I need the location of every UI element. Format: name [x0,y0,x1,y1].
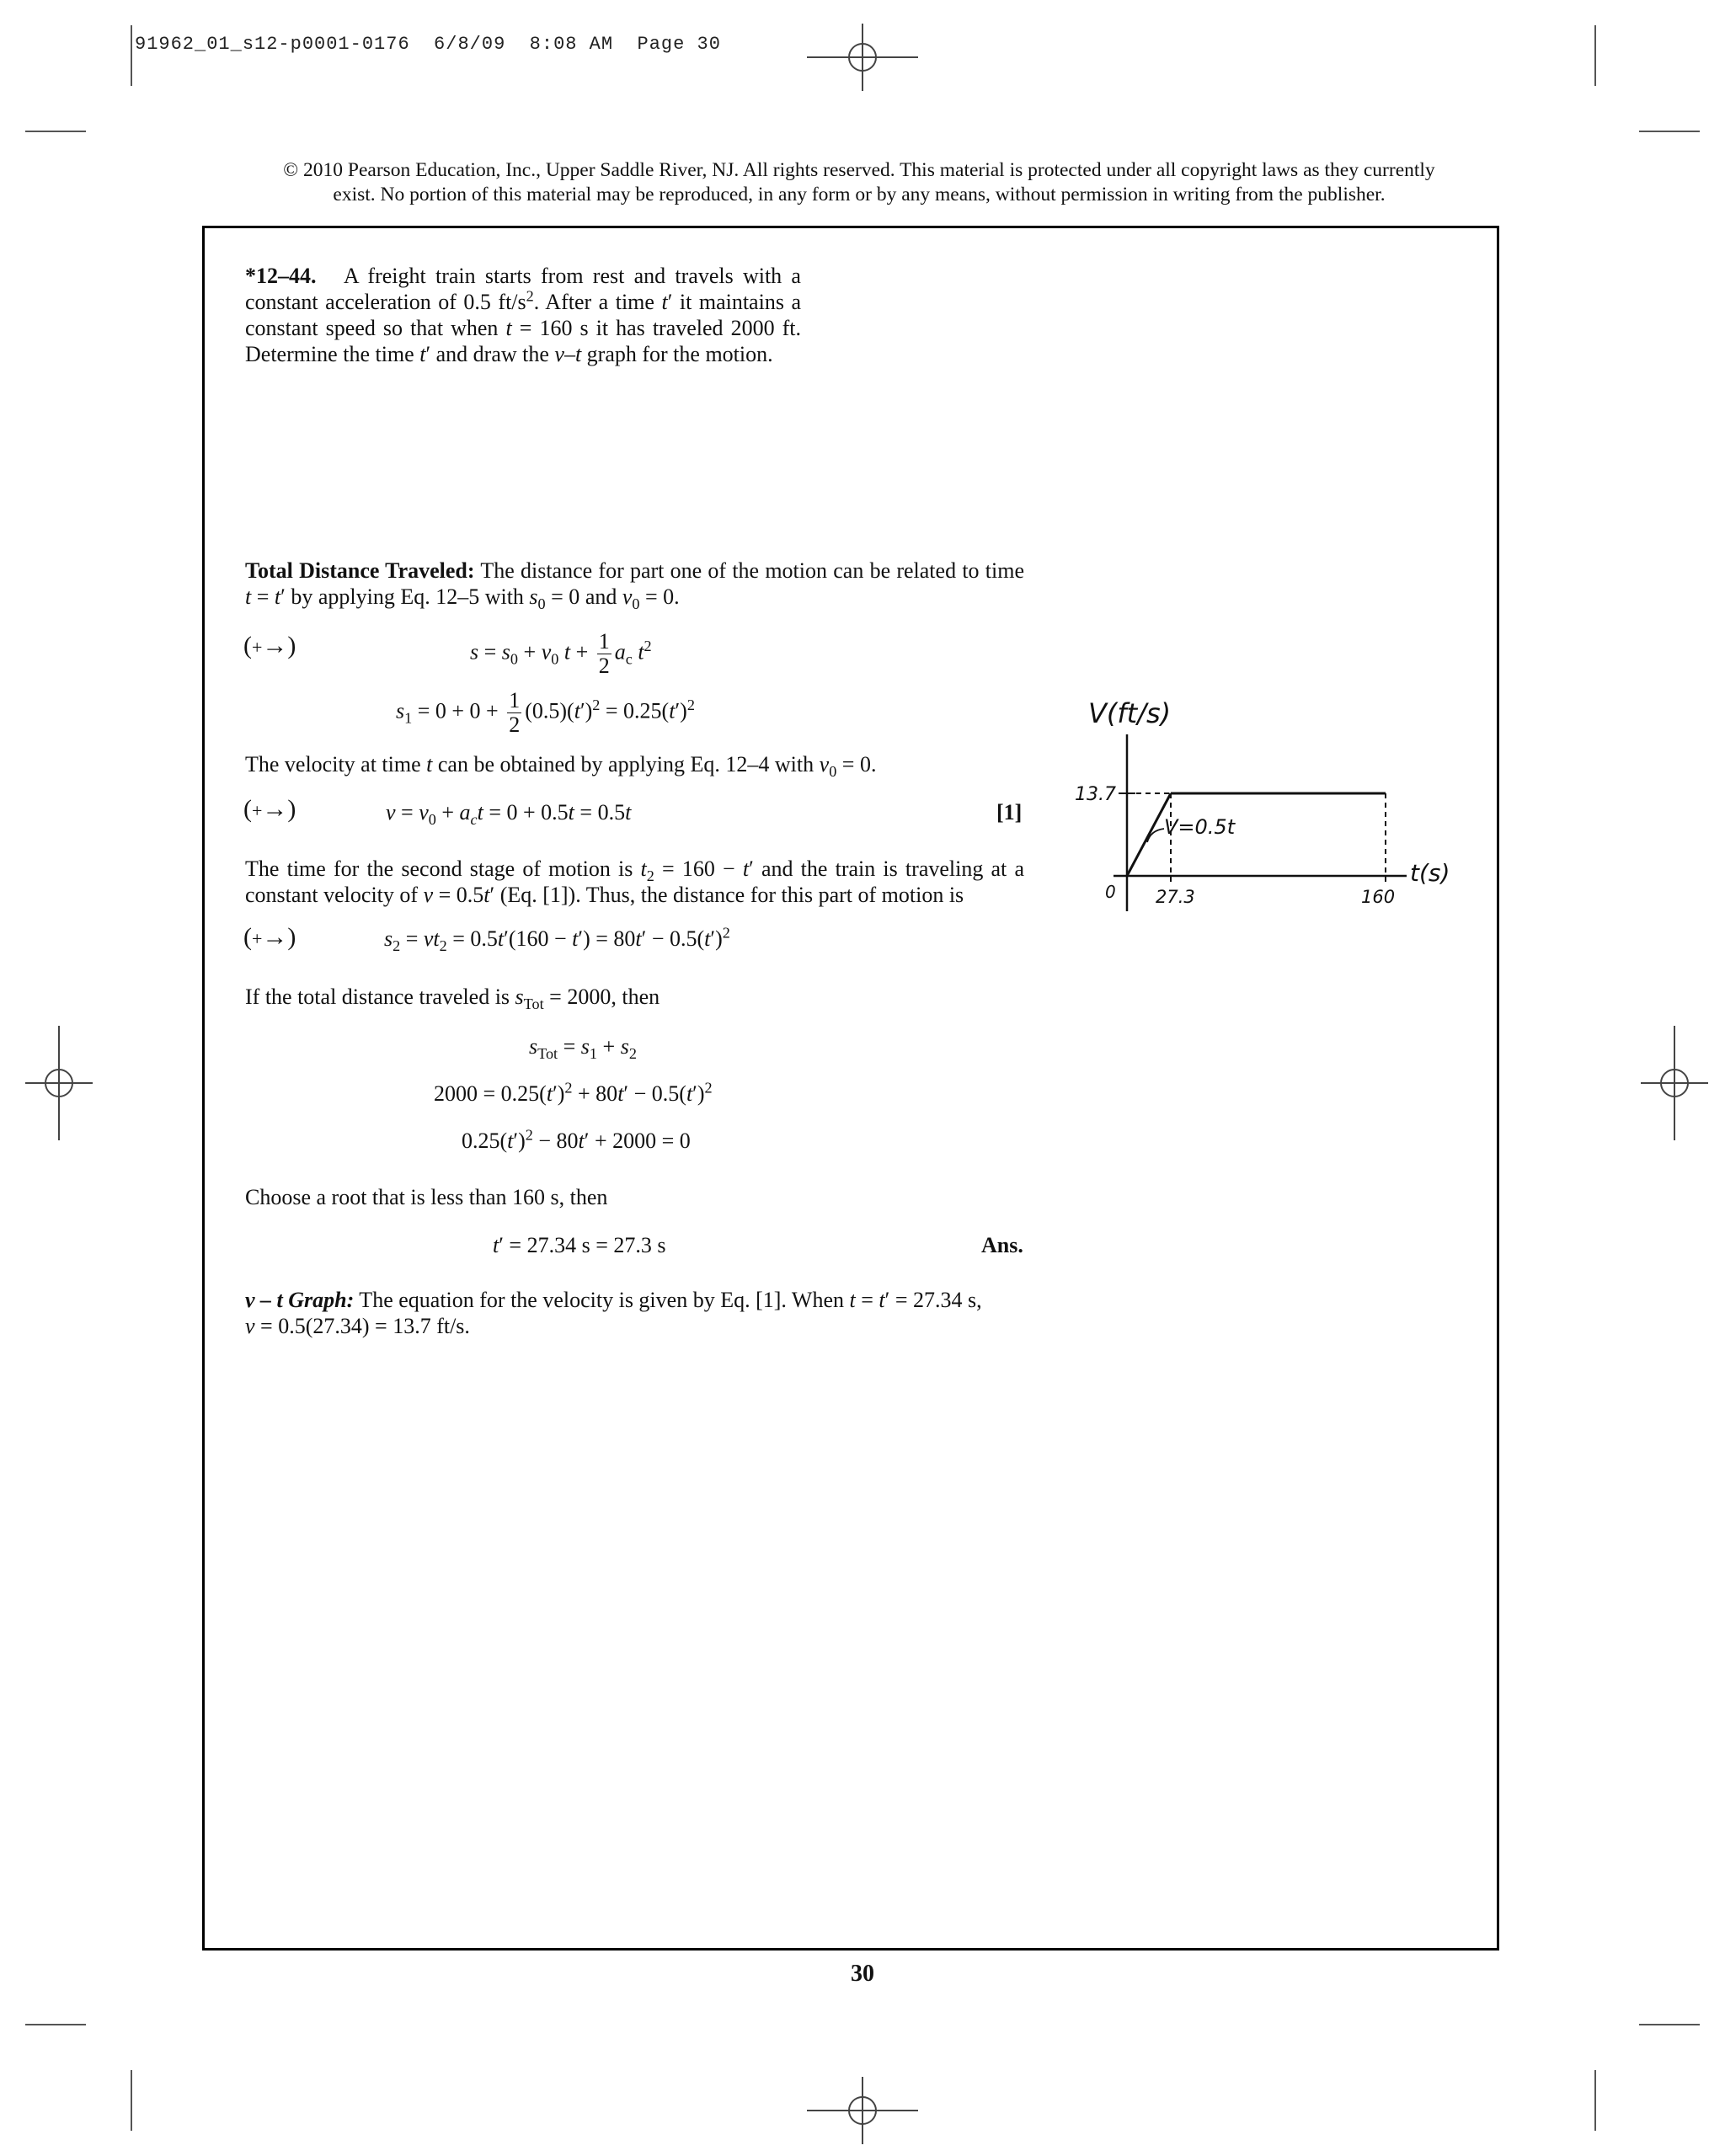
equation: $s = s_0 + v_0$ t + $\frac{1}{2}$ $a_c$ $t^2$ [470,629,652,678]
crop-mark [1594,2070,1596,2131]
problem-text: . After a time [533,290,662,314]
crop-mark [131,25,132,86]
solution-text: The equation for the velocity is given by Eq. [1]. When [354,1288,850,1312]
section-heading: v – t Graph: [245,1288,355,1312]
crop-mark [131,2070,132,2131]
equation: $v = v_0 + a_ct = 0 + 0.5t = 0.5t$ [386,800,632,829]
registration-mark [25,1026,93,1140]
solution-text: (Eq. [1]). Thus, the distance for this part of motion is [494,883,964,907]
v-max-label: 13.7 [1075,784,1116,805]
copyright-line-1: © 2010 Pearson Education, Inc., Upper Saddle River, NJ. All rights reserved. This material is protected under all copyright laws as they currently [283,159,1435,181]
registration-mark [1641,1026,1708,1140]
vt-graph [1070,691,1474,926]
crop-mark [25,131,86,132]
sign-convention-icon: (+→) [243,923,296,951]
solution-text: = 0.5(27.34) = 13.7 ft/s. [254,1314,470,1338]
solution-paragraph: The time for the second stage of motion is $t_2 = 160 - t'$ and the train is traveling at a constant velocity of v = 0.5t′ (Eq. [1]). Thus, the distance for this part of motion is [245,857,1024,907]
page-number: 30 [851,1961,874,1987]
crop-mark [1639,131,1700,132]
equation: t′ = 27.34 s = 27.3 s [493,1233,666,1257]
problem-text: it maintains a constant speed so that when [245,290,801,340]
crop-mark [1594,25,1596,86]
problem-text: = 160 s it has traveled 2000 ft. Determine the time [245,316,802,366]
solution-text: If the total distance traveled is [245,985,515,1009]
answer-label: Ans. [981,1233,1023,1257]
solution-paragraph: If the total distance traveled is $s_{Tot} = 2000$, then [245,985,660,1013]
solution-text: = 27.34 s, [889,1288,982,1312]
solution-text: The time for the second stage of motion is [245,857,641,881]
problem-text: A freight train starts from rest and travels with a constant acceleration of 0.5 ft/s [245,264,801,314]
problem-number: *12–44. [245,264,317,288]
origin-label: 0 [1105,882,1116,902]
registration-mark [807,2077,918,2144]
t1-label: 27.3 [1156,887,1195,907]
solution-text: can be obtained by applying Eq. 12–4 with [432,752,820,776]
solution-text: The velocity at time [245,752,427,776]
x-axis-label: t(s) [1410,859,1450,887]
problem-text: graph for the motion. [581,342,773,366]
copyright-notice [168,158,1550,207]
equation: $2000 = 0.25(t')^2 + 80t' - 0.5(t')^2$ [434,1079,713,1106]
crop-mark [25,2024,86,2025]
solution-text: by applying Eq. 12–5 with [285,584,530,609]
solution-text: , then [611,985,660,1009]
problem-statement: *12–44. A freight train starts from rest and travels with a constant acceleration of 0.5 $ft/s^2$. After a time t′ it maintains a constant speed so that when t = 160 s it has traveled 2000 ft. Determine the time t′ and draw the v–t graph for the motion. [245,264,802,366]
registration-mark [807,24,918,91]
crop-mark [1639,2024,1700,2025]
solution-text: The distance for part one of the motion can be related to time [474,558,1024,583]
content-frame [202,226,1499,1951]
solution-paragraph: The velocity at time t can be obtained by applying Eq. 12–4 with $v_0 = 0$. [245,752,877,781]
velocity-equation-label: V=0.5t [1164,815,1236,839]
solution-paragraph: v – t Graph: The equation for the velocity is given by Eq. [1]. When t = t′ = 27.34 s, v = 0.5(27.34) = 13.7 ft/s. [245,1288,982,1338]
equation: $s_2 = vt_2 = 0.5t'(160 - t') = 80t' - 0.5(t')^2$ [384,924,730,955]
t2-label: 160 [1361,887,1396,907]
copyright-line-2: exist. No portion of this material may be reproduced, in any form or by any means, without permission in writing from the publisher. [333,184,1386,205]
section-heading: Total Distance Traveled: [245,558,475,583]
printer-slug: 91962_01_s12-p0001-0176 6/8/09 8:08 AM Page 30 [135,34,721,55]
equation: $0.25(t')^2 - 80t' + 2000 = 0$ [462,1126,691,1153]
equation: $s_1 = 0 + 0$ + $\frac{1}{2}$ $(0.5)(t')^2 = 0.25(t')^2$ [396,688,695,737]
problem-text: and draw the [430,342,555,366]
equation: $s_{Tot} = s_1 + s_2$ [529,1034,637,1063]
sign-convention-icon: (+→) [243,795,296,823]
sign-convention-icon: (+→) [243,632,296,659]
solution-text: and [579,584,622,609]
solution-text: and the train is traveling at a constant velocity of [245,857,1024,907]
solution-paragraph: Total Distance Traveled: The distance for part one of the motion can be related to time t = t′ by applying Eq. 12–5 with $s_0 = 0$ and $v_0 = 0$. [245,558,1024,613]
equation-tag: [1] [996,800,1023,825]
solution-paragraph: Choose a root that is less than 160 s, then [245,1185,608,1209]
y-axis-label: V(ft/s) [1088,697,1172,729]
